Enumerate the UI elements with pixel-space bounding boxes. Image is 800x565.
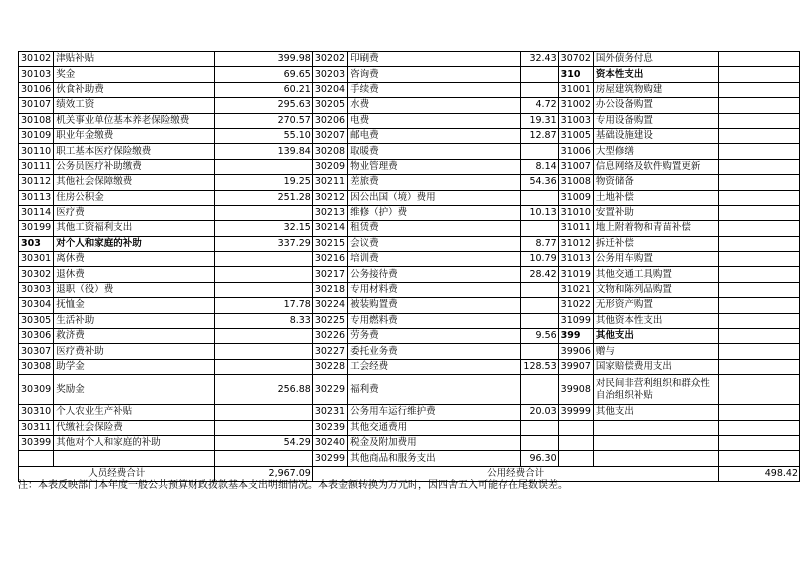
- table-body: [19, 52, 800, 467]
- name-cell: 伙食补助费: [54, 82, 215, 97]
- name-cell: 取暖费: [348, 144, 521, 159]
- code-cell: 31013: [558, 252, 593, 267]
- name-cell: 拆迁补偿: [593, 236, 718, 251]
- code-cell: 399: [558, 329, 593, 344]
- name-cell: 因公出国（境）费用: [348, 190, 521, 205]
- name-cell: 奖励金: [54, 375, 215, 405]
- table-row: [19, 282, 800, 297]
- code-cell: 39906: [558, 344, 593, 359]
- table-row: [19, 144, 800, 159]
- amount-cell: 10.79: [521, 252, 558, 267]
- code-cell: 30111: [19, 159, 54, 174]
- name-cell: 奖金: [54, 67, 215, 82]
- amount-cell: 54.36: [521, 175, 558, 190]
- amount-cell: [719, 298, 800, 313]
- name-cell: 邮电费: [348, 128, 521, 143]
- amount-cell: 270.57: [215, 113, 312, 128]
- code-cell: 30306: [19, 329, 54, 344]
- code-cell: 30113: [19, 190, 54, 205]
- code-cell: 30225: [312, 313, 347, 328]
- code-cell: 30311: [19, 420, 54, 435]
- name-cell: 会议费: [348, 236, 521, 251]
- code-cell: 30231: [312, 405, 347, 420]
- table-row: [19, 329, 800, 344]
- code-cell: 30208: [312, 144, 347, 159]
- code-cell: 31011: [558, 221, 593, 236]
- amount-cell: [521, 344, 558, 359]
- table-row: [19, 82, 800, 97]
- code-cell: 30103: [19, 67, 54, 82]
- name-cell: 信息网络及软件购置更新: [593, 159, 718, 174]
- personnel-total-label: 人员经费合计: [19, 466, 215, 481]
- amount-cell: 251.28: [215, 190, 312, 205]
- code-cell: 30228: [312, 359, 347, 374]
- table-row: [19, 236, 800, 251]
- name-cell: 土地补偿: [593, 190, 718, 205]
- amount-cell: 96.30: [521, 451, 558, 466]
- table-row: [19, 52, 800, 67]
- amount-cell: 20.03: [521, 405, 558, 420]
- amount-cell: [719, 435, 800, 450]
- name-cell: 其他商品和服务支出: [348, 451, 521, 466]
- code-cell: 30204: [312, 82, 347, 97]
- name-cell: 退职（役）费: [54, 282, 215, 297]
- code-cell: 30107: [19, 98, 54, 113]
- code-cell: 30309: [19, 375, 54, 405]
- amount-cell: [215, 451, 312, 466]
- name-cell: 其他交通工具购置: [593, 267, 718, 282]
- code-cell: 30213: [312, 205, 347, 220]
- table-footnote: 注：本表反映部门本年度一般公共预算财政拨款基本支出明细情况。本表金额转换为万元时，因四舍五入可能存在尾数误差。: [18, 480, 568, 491]
- name-cell: 物资储备: [593, 175, 718, 190]
- amount-cell: 17.78: [215, 298, 312, 313]
- code-cell: 30209: [312, 159, 347, 174]
- name-cell: 助学金: [54, 359, 215, 374]
- code-cell: 30114: [19, 205, 54, 220]
- amount-cell: 139.84: [215, 144, 312, 159]
- code-cell: [19, 451, 54, 466]
- amount-cell: [521, 221, 558, 236]
- name-cell: 抚恤金: [54, 298, 215, 313]
- name-cell: 职业年金缴费: [54, 128, 215, 143]
- amount-cell: [215, 329, 312, 344]
- name-cell: [593, 451, 718, 466]
- name-cell: 手续费: [348, 82, 521, 97]
- name-cell: 机关事业单位基本养老保险缴费: [54, 113, 215, 128]
- name-cell: [593, 435, 718, 450]
- amount-cell: 295.63: [215, 98, 312, 113]
- name-cell: 其他工资福利支出: [54, 221, 215, 236]
- name-cell: [593, 420, 718, 435]
- name-cell: 专用材料费: [348, 282, 521, 297]
- name-cell: 赠与: [593, 344, 718, 359]
- code-cell: 30214: [312, 221, 347, 236]
- name-cell: 其他对个人和家庭的补助: [54, 435, 215, 450]
- code-cell: 30308: [19, 359, 54, 374]
- code-cell: 30216: [312, 252, 347, 267]
- table-row: [19, 98, 800, 113]
- amount-cell: 399.98: [215, 52, 312, 67]
- name-cell: 专用燃料费: [348, 313, 521, 328]
- name-cell: 退休费: [54, 267, 215, 282]
- amount-cell: [521, 435, 558, 450]
- amount-cell: [719, 329, 800, 344]
- table-row: [19, 298, 800, 313]
- table-row: [19, 252, 800, 267]
- amount-cell: [215, 205, 312, 220]
- name-cell: 咨询费: [348, 67, 521, 82]
- code-cell: 31019: [558, 267, 593, 282]
- table-row: [19, 405, 800, 420]
- name-cell: 无形资产购置: [593, 298, 718, 313]
- name-cell: 被装购置费: [348, 298, 521, 313]
- table-row: [19, 375, 800, 405]
- name-cell: 其他社会保障缴费: [54, 175, 215, 190]
- amount-cell: [719, 82, 800, 97]
- code-cell: 30212: [312, 190, 347, 205]
- name-cell: 公务用车购置: [593, 252, 718, 267]
- name-cell: 个人农业生产补贴: [54, 405, 215, 420]
- amount-cell: [719, 313, 800, 328]
- code-cell: 39907: [558, 359, 593, 374]
- name-cell: 劳务费: [348, 329, 521, 344]
- code-cell: 31010: [558, 205, 593, 220]
- name-cell: 电费: [348, 113, 521, 128]
- code-cell: 30302: [19, 267, 54, 282]
- code-cell: 31005: [558, 128, 593, 143]
- name-cell: 租赁费: [348, 221, 521, 236]
- code-cell: 30229: [312, 375, 347, 405]
- code-cell: 39999: [558, 405, 593, 420]
- name-cell: 其他交通费用: [348, 420, 521, 435]
- amount-cell: [521, 190, 558, 205]
- public-total-label: 公用经费合计: [312, 466, 719, 481]
- amount-cell: [719, 420, 800, 435]
- name-cell: 基础设施建设: [593, 128, 718, 143]
- name-cell: 国外债务付息: [593, 52, 718, 67]
- name-cell: 专用设备购置: [593, 113, 718, 128]
- amount-cell: 4.72: [521, 98, 558, 113]
- amount-cell: 8.14: [521, 159, 558, 174]
- amount-cell: 69.65: [215, 67, 312, 82]
- name-cell: 其他资本性支出: [593, 313, 718, 328]
- name-cell: 资本性支出: [593, 67, 718, 82]
- table-row: [19, 175, 800, 190]
- code-cell: 30299: [312, 451, 347, 466]
- code-cell: 30224: [312, 298, 347, 313]
- amount-cell: 128.53: [521, 359, 558, 374]
- name-cell: 医疗费补助: [54, 344, 215, 359]
- amount-cell: [719, 236, 800, 251]
- amount-cell: 8.33: [215, 313, 312, 328]
- name-cell: 离休费: [54, 252, 215, 267]
- name-cell: 代缴社会保险费: [54, 420, 215, 435]
- code-cell: 31012: [558, 236, 593, 251]
- amount-cell: 32.43: [521, 52, 558, 67]
- amount-cell: [215, 267, 312, 282]
- table-row: [19, 205, 800, 220]
- amount-cell: [719, 221, 800, 236]
- amount-cell: [521, 313, 558, 328]
- name-cell: 公务接待费: [348, 267, 521, 282]
- name-cell: 福利费: [348, 375, 521, 405]
- name-cell: 对民间非营利组织和群众性自治组织补贴: [593, 375, 718, 405]
- amount-cell: [521, 67, 558, 82]
- code-cell: 31003: [558, 113, 593, 128]
- code-cell: 30307: [19, 344, 54, 359]
- code-cell: 30106: [19, 82, 54, 97]
- amount-cell: [719, 205, 800, 220]
- amount-cell: [215, 405, 312, 420]
- code-cell: 31009: [558, 190, 593, 205]
- code-cell: 31099: [558, 313, 593, 328]
- table-row: [19, 451, 800, 466]
- amount-cell: [719, 451, 800, 466]
- name-cell: 住房公积金: [54, 190, 215, 205]
- name-cell: 物业管理费: [348, 159, 521, 174]
- amount-cell: [521, 375, 558, 405]
- name-cell: 生活补助: [54, 313, 215, 328]
- amount-cell: [719, 98, 800, 113]
- amount-cell: [719, 67, 800, 82]
- code-cell: 30301: [19, 252, 54, 267]
- amount-cell: 8.77: [521, 236, 558, 251]
- table-row: [19, 159, 800, 174]
- amount-cell: 12.87: [521, 128, 558, 143]
- name-cell: 培训费: [348, 252, 521, 267]
- table-row: [19, 344, 800, 359]
- code-cell: 30102: [19, 52, 54, 67]
- name-cell: 公务用车运行维护费: [348, 405, 521, 420]
- amount-cell: [215, 252, 312, 267]
- name-cell: 房屋建筑物购建: [593, 82, 718, 97]
- name-cell: 差旅费: [348, 175, 521, 190]
- amount-cell: [215, 359, 312, 374]
- name-cell: 大型修缮: [593, 144, 718, 159]
- amount-cell: [215, 159, 312, 174]
- amount-cell: [719, 190, 800, 205]
- name-cell: 办公设备购置: [593, 98, 718, 113]
- code-cell: 31021: [558, 282, 593, 297]
- name-cell: 水费: [348, 98, 521, 113]
- code-cell: 30203: [312, 67, 347, 82]
- public-total-value: 498.42: [719, 466, 800, 481]
- table-row: [19, 128, 800, 143]
- code-cell: 30215: [312, 236, 347, 251]
- amount-cell: 55.10: [215, 128, 312, 143]
- code-cell: 30239: [312, 420, 347, 435]
- amount-cell: 337.29: [215, 236, 312, 251]
- amount-cell: [719, 113, 800, 128]
- table-row: [19, 67, 800, 82]
- name-cell: 职工基本医疗保险缴费: [54, 144, 215, 159]
- code-cell: 30305: [19, 313, 54, 328]
- code-cell: 30206: [312, 113, 347, 128]
- amount-cell: [215, 344, 312, 359]
- name-cell: 对个人和家庭的补助: [54, 236, 215, 251]
- name-cell: 文物和陈列品购置: [593, 282, 718, 297]
- code-cell: 30112: [19, 175, 54, 190]
- amount-cell: [719, 375, 800, 405]
- name-cell: 绩效工资: [54, 98, 215, 113]
- amount-cell: [719, 282, 800, 297]
- amount-cell: 32.15: [215, 221, 312, 236]
- code-cell: 31002: [558, 98, 593, 113]
- amount-cell: [719, 159, 800, 174]
- table-row: [19, 221, 800, 236]
- amount-cell: [719, 359, 800, 374]
- amount-cell: [719, 144, 800, 159]
- code-cell: 30108: [19, 113, 54, 128]
- amount-cell: 256.88: [215, 375, 312, 405]
- code-cell: 30211: [312, 175, 347, 190]
- name-cell: 其他支出: [593, 405, 718, 420]
- amount-cell: [719, 252, 800, 267]
- personnel-total-value: 2,967.09: [215, 466, 312, 481]
- code-cell: [558, 420, 593, 435]
- code-cell: 30227: [312, 344, 347, 359]
- code-cell: 30226: [312, 329, 347, 344]
- code-cell: 31007: [558, 159, 593, 174]
- amount-cell: [521, 144, 558, 159]
- code-cell: 30207: [312, 128, 347, 143]
- name-cell: [54, 451, 215, 466]
- table-row: [19, 190, 800, 205]
- name-cell: 委托业务费: [348, 344, 521, 359]
- amount-cell: 19.25: [215, 175, 312, 190]
- code-cell: 30310: [19, 405, 54, 420]
- name-cell: 国家赔偿费用支出: [593, 359, 718, 374]
- name-cell: 公务员医疗补助缴费: [54, 159, 215, 174]
- amount-cell: 60.21: [215, 82, 312, 97]
- table-row: [19, 267, 800, 282]
- code-cell: [558, 435, 593, 450]
- code-cell: 31008: [558, 175, 593, 190]
- amount-cell: 9.56: [521, 329, 558, 344]
- name-cell: 津贴补贴: [54, 52, 215, 67]
- code-cell: 30217: [312, 267, 347, 282]
- code-cell: [558, 451, 593, 466]
- amount-cell: [719, 267, 800, 282]
- table-row: [19, 313, 800, 328]
- amount-cell: 28.42: [521, 267, 558, 282]
- code-cell: 30110: [19, 144, 54, 159]
- amount-cell: [521, 420, 558, 435]
- code-cell: 30218: [312, 282, 347, 297]
- name-cell: 工会经费: [348, 359, 521, 374]
- amount-cell: 54.29: [215, 435, 312, 450]
- table-row: [19, 359, 800, 374]
- amount-cell: [719, 52, 800, 67]
- table-row: [19, 435, 800, 450]
- code-cell: 30109: [19, 128, 54, 143]
- amount-cell: [719, 405, 800, 420]
- code-cell: 303: [19, 236, 54, 251]
- code-cell: 31001: [558, 82, 593, 97]
- code-cell: 310: [558, 67, 593, 82]
- table-row: [19, 113, 800, 128]
- code-cell: 31022: [558, 298, 593, 313]
- code-cell: 30240: [312, 435, 347, 450]
- code-cell: 30205: [312, 98, 347, 113]
- amount-cell: [719, 344, 800, 359]
- amount-cell: [521, 282, 558, 297]
- amount-cell: [521, 298, 558, 313]
- amount-cell: [719, 175, 800, 190]
- table-row: [19, 420, 800, 435]
- name-cell: 医疗费: [54, 205, 215, 220]
- amount-cell: [215, 420, 312, 435]
- code-cell: 30399: [19, 435, 54, 450]
- expenditure-detail-table: [18, 51, 800, 482]
- amount-cell: [215, 282, 312, 297]
- name-cell: 其他支出: [593, 329, 718, 344]
- amount-cell: [521, 82, 558, 97]
- name-cell: 地上附着物和青苗补偿: [593, 221, 718, 236]
- amount-cell: 10.13: [521, 205, 558, 220]
- name-cell: 安置补助: [593, 205, 718, 220]
- name-cell: 税金及附加费用: [348, 435, 521, 450]
- code-cell: 30303: [19, 282, 54, 297]
- amount-cell: 19.31: [521, 113, 558, 128]
- code-cell: 30702: [558, 52, 593, 67]
- code-cell: 30304: [19, 298, 54, 313]
- code-cell: 39908: [558, 375, 593, 405]
- name-cell: 维修（护）费: [348, 205, 521, 220]
- code-cell: 30199: [19, 221, 54, 236]
- code-cell: 30202: [312, 52, 347, 67]
- amount-cell: [719, 128, 800, 143]
- name-cell: 救济费: [54, 329, 215, 344]
- code-cell: 31006: [558, 144, 593, 159]
- name-cell: 印刷费: [348, 52, 521, 67]
